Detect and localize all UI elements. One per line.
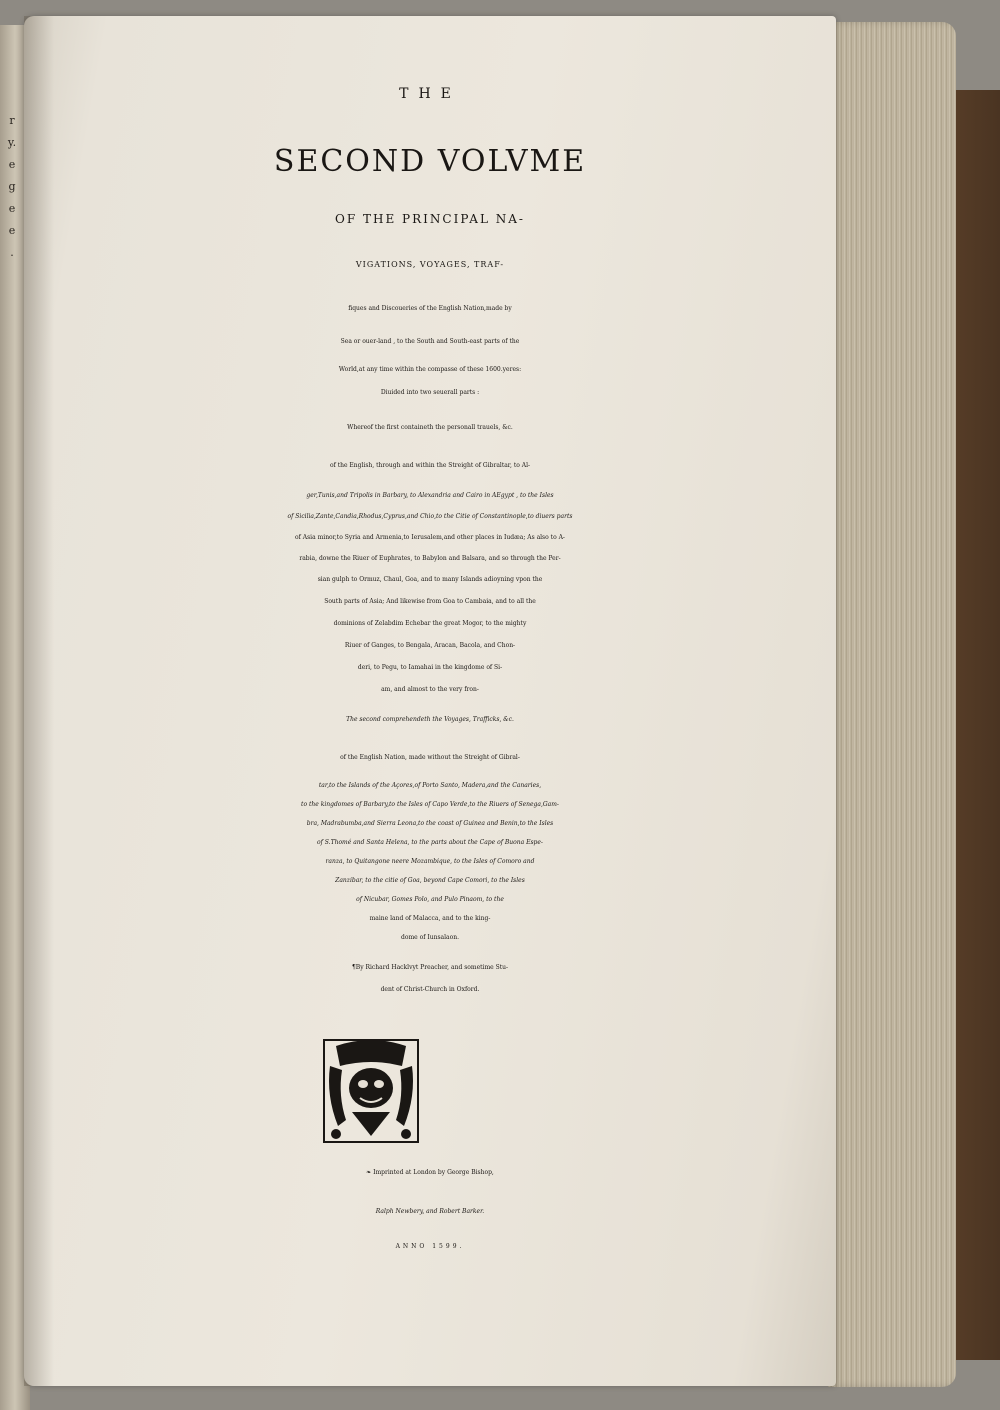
- part-two-line: bra, Madrabumba,and Sierra Leona,to the coast of Guinea and Benin,to the Isles: [306, 820, 554, 827]
- title-line-principal: OF THE PRINCIPAL NA-: [335, 212, 525, 226]
- part-one-line: ger,Tunis,and Tripolis in Barbary, to Alexandria and Cairo in AEgypt , to the Isles: [306, 492, 554, 499]
- title-line-vigations: VIGATIONS, VOYAGES, TRAF-: [355, 260, 505, 269]
- title-line-second-volume: SECOND VOLVME: [273, 144, 587, 179]
- part-one-line: sian gulph to Ormuz, Chaul, Goa, and to many Islands adioyning vpon the: [317, 576, 543, 583]
- left-mark: r: [9, 114, 15, 127]
- part-two-line: ranza, to Quitangone neere Mozambique, to the Isles of Comoro and: [325, 858, 535, 865]
- subtitle-line: World,at any time within the compasse of these 1600.yeres:: [338, 366, 522, 373]
- part-two-line: to the kingdomes of Barbary,to the Isles of Capo Verde,to the Riuers of Senega,Gam-: [301, 801, 559, 808]
- part-one-line: of the English, through and within the Streight of Gibraltar, to Al-: [329, 462, 531, 469]
- part-one-heading: Whereof the first containeth the personall trauels, &c.: [347, 424, 513, 431]
- left-mark: e: [8, 202, 16, 215]
- title-line-the: THE: [399, 86, 461, 102]
- imprint-text: Imprinted at London by George Bishop,: [373, 1169, 494, 1176]
- part-one-line: South parts of Asia; And likewise from Goa to Cambaia, and to all the: [324, 598, 536, 605]
- part-two-line: dome of Iunsalaon.: [401, 934, 459, 941]
- subtitle-line: fiques and Discoueries of the English Nation,made by: [348, 305, 512, 312]
- part-two-heading: The second comprehendeth the Voyages, Trafficks, &c.: [346, 716, 514, 723]
- imprint-line: Ralph Newbery, and Robert Barker.: [375, 1208, 485, 1215]
- left-mark: .: [10, 246, 14, 259]
- part-two-line: tar,to the Islands of the Açores,of Porto Santo, Madera,and the Canaries,: [318, 782, 542, 789]
- printers-ornament-icon: [316, 1036, 426, 1146]
- left-mark: g: [8, 180, 16, 193]
- part-one-line: rabia, downe the Riuer of Euphrates, to Babylon and Balsara, and so through the Per-: [299, 555, 561, 562]
- subtitle-line: Sea or ouer-land , to the South and South-east parts of the: [340, 338, 520, 345]
- part-one-line: of Asia minor,to Syria and Armenia,to Ierusalem,and other places in Iudæa; As also to A-: [295, 534, 565, 541]
- author-line: ¶By Richard Hacklvyt Preacher, and sometime Stu-: [351, 964, 509, 971]
- part-one-line: deri, to Pegu, to Iamahai in the kingdome of Si-: [357, 664, 503, 671]
- part-one-line: of Sicilia,Zante,Candia,Rhodus,Cyprus,and Chio,to the Citie of Constantinople,to diuers parts: [287, 513, 573, 520]
- author-line: dent of Christ-Church in Oxford.: [380, 986, 480, 993]
- part-two-line: maine land of Malacca, and to the king-: [369, 915, 491, 922]
- title-page: [24, 16, 836, 1386]
- left-page-marks: [4, 110, 20, 264]
- left-mark: y.: [7, 136, 17, 149]
- part-one-line: dominions of Zelabdim Echebar the great Mogor, to the mighty: [333, 620, 527, 627]
- page-edges: [828, 22, 956, 1387]
- part-two-line: Zanzibar, to the citie of Goa, beyond Cape Comori, to the Isles: [335, 877, 525, 884]
- left-mark: e: [8, 158, 16, 171]
- part-one-line: am, and almost to the very fron-: [381, 686, 479, 693]
- left-mark: e: [8, 224, 16, 237]
- fleuron-icon: ❧: [366, 1169, 374, 1176]
- imprint-line: [24, 1169, 836, 1176]
- imprint-year: ANNO 1599.: [395, 1243, 465, 1250]
- part-two-line: of S.Thomé and Santa Helena, to the parts about the Cape of Buona Espe-: [317, 839, 543, 846]
- part-two-line: of the English Nation, made without the Streight of Gibral-: [340, 754, 520, 761]
- part-one-line: Riuer of Ganges, to Bengala, Aracan, Bacola, and Chon-: [344, 642, 516, 649]
- part-two-line: of Nicubar, Gomes Polo, and Pulo Pinaom, to the: [356, 896, 504, 903]
- subtitle-line: Diuided into two seuerall parts :: [380, 389, 480, 396]
